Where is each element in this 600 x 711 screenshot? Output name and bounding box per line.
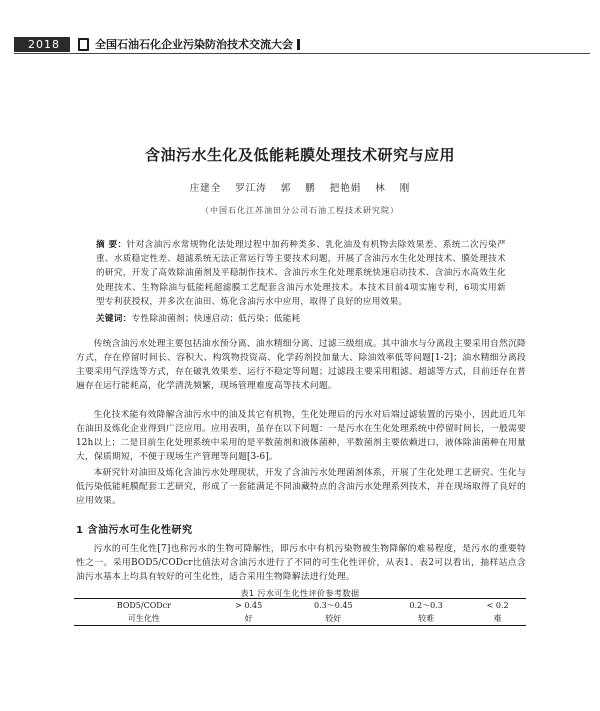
table-cell: 好 <box>214 612 284 626</box>
abstract <box>96 238 506 309</box>
abstract-text: 针对含油污水常规物化法处理过程中加药种类多、乳化油及有机物去除效果差、系统二次污染严重、水质稳定性差、超滤系统无法正常运行等主要技术问题，开展了含油污水生化处理技术、膜处理技术的研究，开发了高效除油菌剂及平稳制作技术、含油污水生化处理系统快速启动技术、含油污水高效生化处理技术、生物除油与低能耗超滤膜工艺配套含油污水处理技术。本技术目前4项实施专利，6项实用新型专利获授权，并多次在油田、炼化含油污水中应用，取得了良好的应用效果。 <box>96 240 506 307</box>
header-divider <box>14 53 590 54</box>
table-caption: 表1 污水可生化性评价参考数据 <box>240 589 360 598</box>
year-badge: 2018 <box>14 37 70 52</box>
keywords-text: 专性除油菌剂；快速启动；低污染；低能耗 <box>131 314 301 324</box>
paper-title: 含油污水生化及低能耗膜处理技术研究与应用 <box>144 146 455 164</box>
biodegradability-table <box>74 598 526 626</box>
table-cell: 0.2～0.3 <box>383 599 469 613</box>
paper-authors: 庄建全 罗江涛 郭 鹏 把艳娟 林 刚 <box>189 183 411 194</box>
body-paragraph-2: 生化技术能有效降解含油污水中的油及其它有机物，生化处理后的污水对后端过滤装置的污染小，因此近几年在油田及炼化企业得到广泛应用。应用表明，虽存在以下问题：一是污水在生化处理系统中停留时间长，一般需要12h以上；二是目前生化处理系统中采用的是平数菌剂和液体菌种，平数菌剂主要依赖进口，液体除油菌种在用量大，保质期短，不便于现场生产管理等问题[3-6]。 <box>76 410 526 463</box>
keywords <box>96 312 506 324</box>
conference-title: 全国石油石化企业污染防治技术交流大会 <box>95 38 293 51</box>
table-cell: BOD5/CODcr <box>74 599 214 613</box>
table-row <box>74 612 526 626</box>
body-paragraph-3: 本研究针对油田及炼化含油污水处理现状，开发了含油污水处理菌剂体系，开展了生化处理工艺研究、生化与低污染低能耗膜配套工艺研究，形成了一套能满足不同油藏特点的含油污水处理系列技术，并在现场取得了良好的应用效果。 <box>76 468 526 507</box>
body-paragraph-4: 污水的可生化性[7]也称污水的生物可降解性，即污水中有机污染物被生物降解的难易程度，是污水的重要特性之一。采用BOD5/CODcr比值法对含油污水进行了不同的可生化性评价，从表1、表2可以看出，抽样站点含油污水基本上均具有较好的可生化性，适合采用生物降解法进行处理。 <box>76 544 526 583</box>
body-paragraph-1: 传统含油污水处理主要包括油水预分离、油水精细分离、过滤三级组成。其中油水与分离段主要采用自然沉降方式，存在停留时间长、容积大、构筑物投资高、化学药剂投加量大、除油效率低等问题[1-2]；油水精细分离段主要采用气浮选等方式，存在破乳效果差、运行不稳定等问题；过滤段主要采用粗滤、超滤等方式，目前还存在普遍存在运行能耗高，化学清洗频繁，现场管理难度高等技术问题。 <box>76 339 526 392</box>
abstract-label: 摘 要： <box>96 240 127 250</box>
paper-affiliation: （中国石化江苏油田分公司石油工程技术研究院） <box>201 206 399 215</box>
table-cell: 难 <box>469 612 526 626</box>
table-cell: 可生化性 <box>74 612 214 626</box>
section-heading: 1 含油污水可生化性研究 <box>76 525 193 536</box>
table-cell: > 0.45 <box>214 599 284 613</box>
table-cell: 较难 <box>383 612 469 626</box>
table-cell: 0.3～0.45 <box>284 599 383 613</box>
table-row <box>74 599 526 613</box>
keywords-label: 关键词： <box>96 314 132 324</box>
conference-logo-icon <box>78 38 89 51</box>
header-end-mark <box>297 39 300 50</box>
table-cell: 较好 <box>284 612 383 626</box>
running-header <box>14 36 300 52</box>
table-cell: < 0.2 <box>469 599 526 613</box>
